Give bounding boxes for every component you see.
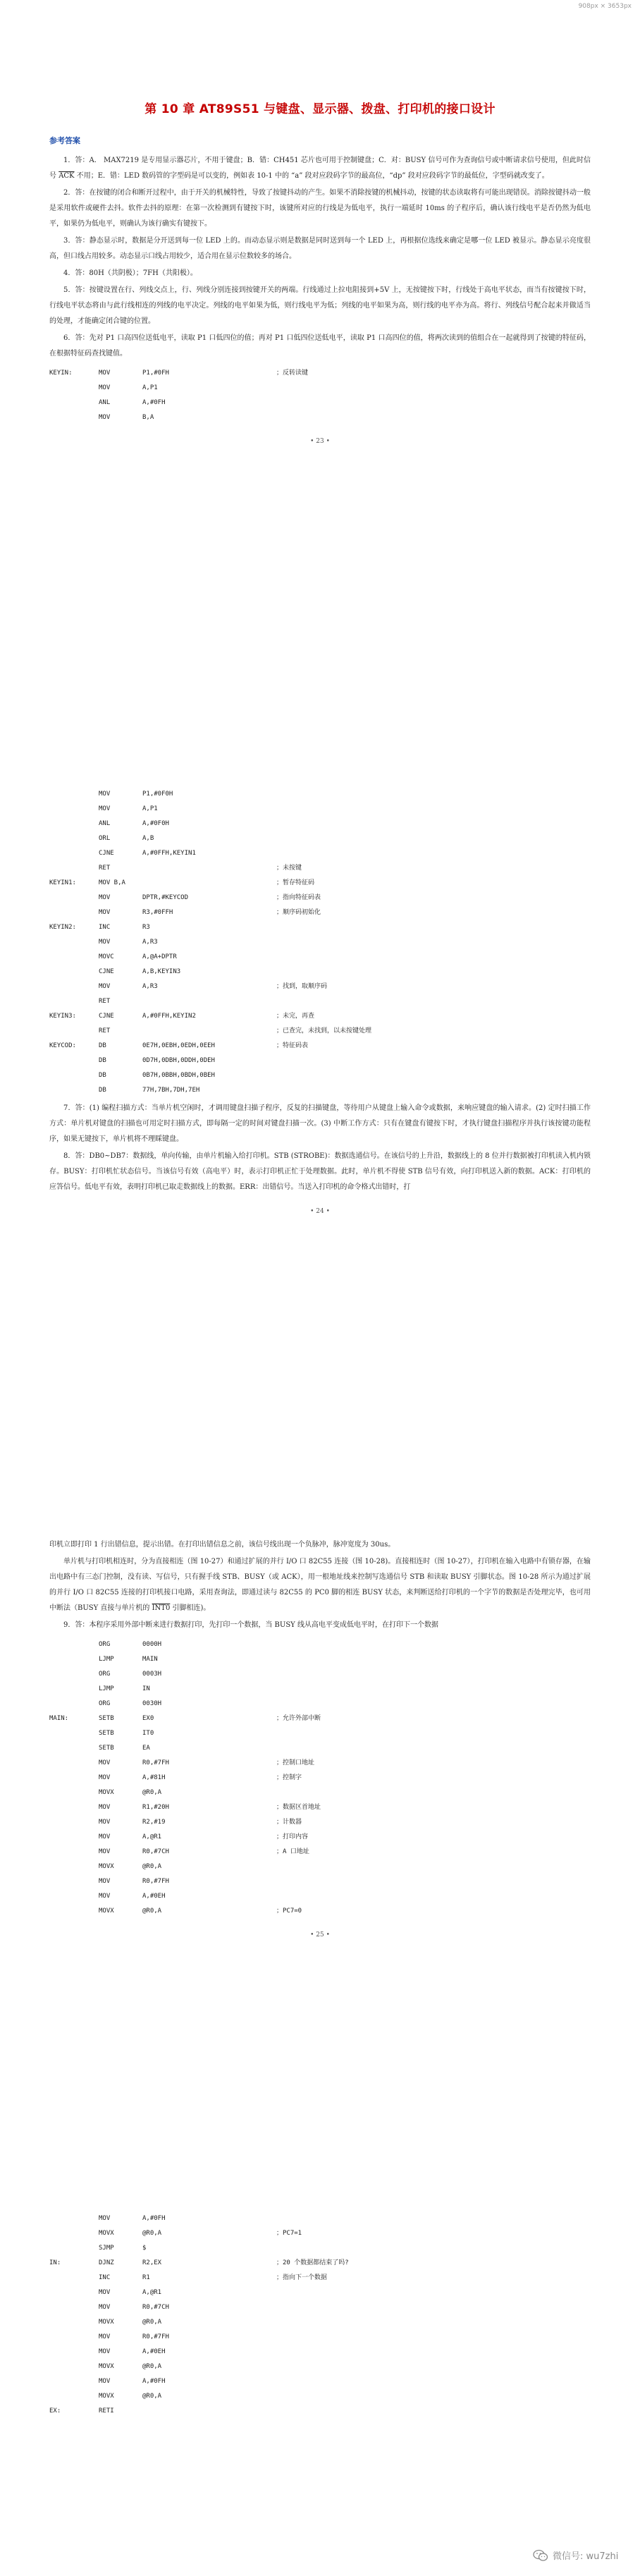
code-line: [49, 2271, 591, 2285]
code-operand: @R0,A: [142, 2393, 162, 2400]
code-opcode: MOVX: [99, 1789, 114, 1796]
code-opcode: DB: [99, 1087, 106, 1094]
code-operand: P1,#0F0H: [142, 790, 173, 798]
code-label: [49, 1054, 99, 1068]
code-opcode: MOVX: [99, 2319, 114, 2326]
code-label: [49, 802, 99, 817]
code-line: [49, 1889, 591, 1904]
code-label: KEYIN:: [49, 370, 73, 377]
code-label: [49, 2330, 99, 2345]
code-label: [49, 2360, 99, 2374]
code-label: [49, 861, 99, 876]
code-opcode: SETB: [99, 1715, 114, 1722]
code-operand: A,@R1: [142, 2289, 162, 2296]
code-line: [49, 2404, 591, 2419]
code-operand: [142, 994, 276, 1009]
code-label: [49, 381, 99, 396]
code-line: [49, 2211, 591, 2226]
code-line: [49, 1667, 591, 1682]
code-line: [49, 2315, 591, 2330]
code-opcode: MOVX: [99, 2230, 114, 2237]
code-operand: IT0: [142, 1730, 154, 1737]
code-opcode: MOV: [99, 370, 111, 377]
code-label: [49, 1830, 99, 1845]
code-operand: R0,#7FH: [142, 2333, 169, 2340]
code-operand: A,#0FFH,KEYIN1: [142, 850, 196, 857]
code-label: MAIN:: [49, 1715, 69, 1722]
page-number: • 24 •: [310, 1208, 330, 1215]
code-line: [49, 950, 591, 965]
code-comment: ；反转读键: [276, 370, 309, 377]
answer-paragraph: 5．答：按键设置在行、列线交点上，行、列线分别连接到按键开关的两端。行线通过上拉电阻接到+5V 上，无按键按下时，行线处于高电平状态，而当有按键按下时，行线电平状态将由与此行线相连的列线的电平决定。列线的电平如果为低，则行线电平为低；列线的电平如果为高，则行线的电平亦为高。将行、列线信号配合起来并做适当的处理，才能确定闭合键的位置。: [49, 286, 591, 325]
code-label: [49, 950, 99, 965]
answer-paragraph: 1．答：A． MAX7219 是专用显示器芯片，不用于键盘；B．错：CH451 芯片也可用于控制键盘；C．对：BUSY 信号可作为查询信号或中断请求信号使用，但此时信号 $\overline{ACK}$ 不用；E．错：LED 数码管的字型码是可以变的，例如表 10-1 中的 “a” 段对应段码字节的最高位，“dp” 段对应段码字节的最低位，字型码就改变了。: [49, 157, 591, 180]
code-label: [49, 787, 99, 802]
code-label: IN:: [49, 2259, 61, 2266]
code-line: [49, 2226, 591, 2241]
code-opcode: MOVC: [99, 953, 114, 960]
code-opcode: MOV: [99, 909, 111, 916]
code-line: [49, 817, 591, 831]
code-opcode: MOV: [99, 1804, 111, 1811]
code-label: [49, 1904, 99, 1919]
code-opcode: ORG: [99, 1671, 111, 1678]
answer-paragraph: 2．答：在按键的闭合和断开过程中，由于开关的机械特性，导致了按键抖动的产生。如果不消除按键的机械抖动，按键的状态读取将有可能出现错误。消除按键抖动一般是采用软件或硬件去抖。软件去抖的原理：在第一次检测到有键按下时，该键所对应的行线是为低电平，执行一端延时 10ms 的子程序后，确认该行线电平是否仍然为低电平，如果仍为低电平，则确认为该行确实有键按下。: [49, 189, 591, 228]
code-opcode: DJNZ: [99, 2259, 114, 2266]
code-line: [49, 1845, 591, 1860]
code-line: [49, 905, 591, 920]
code-opcode: MOVX: [99, 2363, 114, 2370]
code-operand: MAIN: [142, 1656, 158, 1663]
code-line: [49, 1741, 591, 1756]
code-operand: A,P1: [142, 805, 158, 812]
code-operand: R3,#0FFH: [142, 909, 173, 916]
code-line: [49, 1682, 591, 1697]
code-label: [49, 831, 99, 846]
answer-paragraph: 4．答：80H（共阴极）；7FH（共阳极）。: [63, 269, 197, 277]
code-line: [49, 2389, 591, 2404]
code-label: [49, 1697, 99, 1711]
code-opcode: SETB: [99, 1745, 114, 1752]
code-label: EX:: [49, 2407, 61, 2415]
code-line: [49, 802, 591, 817]
code-operand: R3: [142, 924, 150, 931]
code-label: [49, 979, 99, 994]
code-line: [49, 366, 591, 381]
code-label: [49, 1667, 99, 1682]
code-line: [49, 1637, 591, 1652]
code-opcode: RET: [99, 998, 111, 1005]
code-operand: A,#0FH: [142, 2215, 166, 2222]
code-listing: [49, 787, 591, 1098]
code-label: [49, 1860, 99, 1874]
code-label: [49, 1682, 99, 1697]
code-operand: A,B,KEYIN3: [142, 968, 181, 975]
code-opcode: MOVX: [99, 1863, 114, 1870]
code-line: [49, 1830, 591, 1845]
code-opcode: RETI: [99, 2407, 114, 2415]
code-operand: [142, 861, 276, 876]
answer-paragraph: 3．答：静态显示时，数据是分开送到每一位 LED 上的。而动态显示则是数据是同时送到每一个 LED 上，再根据位选线来确定是哪一位 LED 被显示。静态显示亮度很高，但口线占用较多。动态显示口线占用较少，适合用在显示位数较多的场合。: [49, 237, 591, 260]
code-opcode: ORG: [99, 1641, 111, 1648]
code-operand: A,R3: [142, 983, 158, 990]
code-opcode: ANL: [99, 820, 111, 827]
code-label: [49, 1771, 99, 1786]
section-heading: 参考答案: [49, 136, 80, 145]
code-label: [49, 1726, 99, 1741]
code-operand: 0B7H,0BBH,0BDH,0BEH: [142, 1072, 215, 1079]
page-number: • 23 •: [310, 438, 330, 445]
code-comment: ；已查完，未找到，以未按键处理: [276, 1027, 372, 1034]
code-operand: 0E7H,0EBH,0EDH,0EEH: [142, 1042, 215, 1049]
code-opcode: MOV: [99, 1878, 111, 1885]
code-operand: A,#81H: [142, 1774, 166, 1781]
code-opcode: RET: [99, 1027, 111, 1034]
code-opcode: MOV B,A: [99, 879, 125, 886]
code-label: [49, 965, 99, 979]
code-line: [49, 1711, 591, 1726]
code-line: [49, 935, 591, 950]
code-listing: [49, 366, 591, 425]
code-comment: ；找到，取顺序码: [276, 983, 328, 990]
code-label: [49, 1652, 99, 1667]
code-label: [49, 1815, 99, 1830]
code-line: [49, 2330, 591, 2345]
code-opcode: CJNE: [99, 968, 114, 975]
code-operand: A,#0FFH,KEYIN2: [142, 1013, 196, 1020]
code-operand: EX0: [142, 1715, 154, 1722]
code-comment: ；指向特征码表: [276, 894, 321, 901]
watermark-text: 微信号: wu7zhi: [553, 2551, 619, 2562]
code-operand: $: [142, 2245, 147, 2252]
code-comment: ；特征码表: [276, 1042, 309, 1049]
code-operand: A,#0EH: [142, 2348, 166, 2355]
code-label: [49, 2315, 99, 2330]
code-operand: R0,#7CH: [142, 2304, 169, 2311]
code-line: [49, 410, 591, 425]
code-comment: ；打印内容: [276, 1833, 309, 1841]
answer-paragraph: 7．答：(1) 编程扫描方式：当单片机空闲时，才调用键盘扫描子程序，反复的扫描键盘，等待用户从键盘上输入命令或数据，来响应键盘的输入请求。(2) 定时扫描工作方式：单片机对键盘的扫描也可用定时扫描方式，即每隔一定的时间对键盘扫描一次。(3) 中断工作方式：只有在键盘有键按下时，才执行键盘扫描程序并执行该按键功能程序，如果无键按下，单片机将不理睬键盘。: [49, 1104, 591, 1143]
answer-paragraph: 单片机与打印机相连时，分为直接相连（图 10-27）和通过扩展的并行 I/O 口 82C55 连接（图 10-28)。直接相连时（图 10-27），打印机在输入电路中有锁存器，在输出电路中有三态门控制，没有读、写信号，只有握手线 STB、BUSY（或 ACK），用一根地址线来控制写选通信号 STB 和读取 BUSY 引脚状态。图 10-28 所示为通过扩展的并行 I/O 口 82C55 连接的打印机接口电路，采用查询法，即通过读与 82C55 的 PC0 脚的相连 BUSY 状态，来判断送给打印机的一个字节的数据是否处理完毕，也可用中断法（BUSY 直接与单片机的 INT0 引脚相连)。: [49, 1558, 591, 1612]
code-label: [49, 1889, 99, 1904]
code-label: [49, 2226, 99, 2241]
code-opcode: SJMP: [99, 2245, 114, 2252]
code-opcode: MOV: [99, 384, 111, 391]
code-label: [49, 2389, 99, 2404]
code-comment: ；A 口地址: [276, 1848, 309, 1855]
code-operand: @R0,A: [142, 1789, 162, 1796]
code-opcode: ORG: [99, 1700, 111, 1707]
code-operand: R2,EX: [142, 2259, 162, 2266]
code-comment: ；控制口地址: [276, 1759, 315, 1766]
code-line: [49, 1771, 591, 1786]
code-opcode: MOV: [99, 805, 111, 812]
code-operand: R0,#7CH: [142, 1848, 169, 1855]
code-label: [49, 2285, 99, 2300]
code-opcode: MOV: [99, 1774, 111, 1781]
code-label: [49, 817, 99, 831]
answers-block: [49, 153, 591, 362]
code-line: [49, 1652, 591, 1667]
page-26: [49, 2207, 591, 2422]
code-opcode: MOV: [99, 2348, 111, 2355]
code-opcode: MOV: [99, 2333, 111, 2340]
code-operand: 0D7H,0DBH,0DDH,0DEH: [142, 1057, 215, 1064]
code-line: [49, 1756, 591, 1771]
dimension-label: 908px × 3653px: [578, 3, 632, 10]
code-line: [49, 1815, 591, 1830]
code-label: [49, 905, 99, 920]
code-line: [49, 2256, 591, 2271]
code-operand: @R0,A: [142, 2230, 162, 2237]
code-label: [49, 891, 99, 905]
page-24: [49, 783, 591, 1215]
code-operand: A,@A+DPTR: [142, 953, 177, 960]
code-line: [49, 965, 591, 979]
code-opcode: MOV: [99, 2378, 111, 2385]
code-opcode: INC: [99, 2274, 111, 2281]
code-opcode: MOV: [99, 414, 111, 421]
code-operand: B,A: [142, 414, 154, 421]
code-comment: ；数据区首地址: [276, 1804, 321, 1811]
code-line: [49, 1726, 591, 1741]
code-comment: ；PC7=0: [276, 1907, 302, 1915]
code-label: KEYIN2:: [49, 924, 76, 931]
code-operand: @R0,A: [142, 2319, 162, 2326]
code-line: [49, 1054, 591, 1068]
code-line: [49, 920, 591, 935]
code-opcode: MOV: [99, 2289, 111, 2296]
code-operand: R1: [142, 2274, 150, 2281]
code-line: [49, 1083, 591, 1098]
code-line: [49, 2374, 591, 2389]
code-opcode: DB: [99, 1042, 106, 1049]
code-line: [49, 2285, 591, 2300]
code-line: [49, 846, 591, 861]
code-label: [49, 2300, 99, 2315]
code-operand: R0,#7FH: [142, 1759, 169, 1766]
code-label: [49, 1741, 99, 1756]
answer-paragraph: 6．答：先对 P1 口高四位送低电平，读取 P1 口低四位的值；再对 P1 口低四位送低电平，读取 P1 口高四位的值，将两次读到的值组合在一起就得到了按键的特征码，在根据特征码查找键值。: [49, 334, 591, 358]
code-opcode: DB: [99, 1072, 106, 1079]
code-opcode: MOV: [99, 894, 111, 901]
code-comment: ；顺序码初始化: [276, 909, 321, 916]
code-label: [49, 994, 99, 1009]
code-opcode: INC: [99, 924, 111, 931]
code-operand: 77H,7BH,7DH,7EH: [142, 1087, 200, 1094]
code-label: [49, 1756, 99, 1771]
code-opcode: MOV: [99, 2304, 111, 2311]
code-line: [49, 1068, 591, 1083]
code-opcode: MOV: [99, 1848, 111, 1855]
code-line: [49, 1800, 591, 1815]
code-opcode: SETB: [99, 1730, 114, 1737]
code-operand: A,@R1: [142, 1833, 162, 1841]
code-label: [49, 1874, 99, 1889]
code-opcode: MOV: [99, 1833, 111, 1841]
code-operand: 0030H: [142, 1700, 162, 1707]
code-operand: IN: [142, 1685, 150, 1692]
code-line: [49, 1009, 591, 1024]
watermark: [533, 2548, 618, 2562]
code-listing: [49, 2211, 591, 2419]
answers-block: [49, 1537, 591, 1633]
code-label: [49, 935, 99, 950]
code-line: [49, 876, 591, 891]
code-line: [49, 1039, 591, 1054]
code-label: [49, 1800, 99, 1815]
code-line: [49, 861, 591, 876]
code-operand: R0,#7FH: [142, 1878, 169, 1885]
wechat-icon: [533, 2549, 548, 2562]
code-comment: ；未按键: [276, 865, 302, 872]
code-opcode: RET: [99, 865, 111, 872]
code-opcode: MOV: [99, 790, 111, 798]
code-operand: [142, 876, 276, 891]
code-comment: ；PC7=1: [276, 2230, 302, 2237]
code-opcode: LJMP: [99, 1685, 114, 1692]
code-operand: R2,#19: [142, 1819, 166, 1826]
code-opcode: MOVX: [99, 2393, 114, 2400]
code-opcode: CJNE: [99, 1013, 114, 1020]
code-operand: [142, 2404, 276, 2419]
page-number: • 25 •: [310, 1931, 330, 1939]
code-label: KEYIN3:: [49, 1013, 76, 1020]
code-listing: [49, 1637, 591, 1919]
code-opcode: ORL: [99, 835, 111, 842]
code-operand: A,#0F0H: [142, 820, 169, 827]
code-operand: @R0,A: [142, 1863, 162, 1870]
code-operand: A,#0FH: [142, 2378, 166, 2385]
code-opcode: MOV: [99, 1819, 111, 1826]
answers-block: [49, 1101, 591, 1195]
code-label: [49, 2211, 99, 2226]
code-opcode: MOV: [99, 983, 111, 990]
code-label: [49, 410, 99, 425]
code-operand: EA: [142, 1745, 150, 1752]
code-line: [49, 396, 591, 410]
code-opcode: MOVX: [99, 1907, 114, 1915]
code-label: [49, 1068, 99, 1083]
code-comment: ；未完，再查: [276, 1013, 315, 1020]
code-operand: @R0,A: [142, 1907, 162, 1915]
code-comment: ；允许外部中断: [276, 1715, 321, 1722]
code-comment: ；计数器: [276, 1819, 302, 1826]
code-line: [49, 1786, 591, 1800]
code-operand: A,P1: [142, 384, 158, 391]
code-comment: ；控制字: [276, 1774, 302, 1781]
code-label: KEYIN1:: [49, 879, 76, 886]
code-operand: 0000H: [142, 1641, 162, 1648]
code-label: [49, 396, 99, 410]
code-operand: @R0,A: [142, 2363, 162, 2370]
code-label: [49, 1637, 99, 1652]
code-line: [49, 1874, 591, 1889]
page-25: [49, 1537, 591, 1939]
code-operand: [142, 1024, 276, 1039]
code-opcode: MOV: [99, 1759, 111, 1766]
answer-paragraph: 9．答：本程序采用外部中断来进行数据打印，先打印一个数据，当 BUSY 线从高电平变成低电平时，在打印下一个数据: [63, 1621, 438, 1629]
code-opcode: LJMP: [99, 1656, 114, 1663]
code-label: [49, 1845, 99, 1860]
code-opcode: MOV: [99, 2215, 111, 2222]
code-operand: A,#0EH: [142, 1893, 166, 1900]
page-23: [49, 71, 591, 445]
code-label: [49, 2271, 99, 2285]
code-operand: P1,#0FH: [142, 370, 169, 377]
code-line: [49, 891, 591, 905]
code-label: [49, 2345, 99, 2360]
code-opcode: ANL: [99, 399, 111, 406]
code-opcode: MOV: [99, 1893, 111, 1900]
code-opcode: CJNE: [99, 850, 114, 857]
code-line: [49, 979, 591, 994]
code-opcode: MOV: [99, 939, 111, 946]
answer-paragraph: 8．答：DB0~DB7：数据线，单向传输，由单片机输入给打印机。STB (STROBE)：数据选通信号。在该信号的上升沿，数据线上的 8 位并行数据被打印机读入机内锁存。BUSY：打印机忙状态信号。当该信号有效（高电平）时，表示打印机正忙于处理数据。此时，单片机不得使 STB 信号有效，向打印机送入新的数据。ACK：打印机的应答信号。低电平有效，表明打印机已取走数据线上的数据。ERR：出错信号。当送入打印机的命令格式出错时，打: [49, 1152, 591, 1191]
code-operand: DPTR,#KEYCOD: [142, 894, 189, 901]
code-line: [49, 2345, 591, 2360]
code-line: [49, 2241, 591, 2256]
code-line: [49, 994, 591, 1009]
code-label: [49, 1786, 99, 1800]
answer-paragraph: 印机立即打印 1 行出错信息，提示出错。在打印出错信息之前，该信号线出现一个负脉冲，脉冲宽度为 30us。: [49, 1541, 395, 1549]
code-label: [49, 2374, 99, 2389]
code-operand: A,#0FH: [142, 399, 166, 406]
code-comment: ；20 个数据都结束了吗?: [276, 2259, 349, 2266]
code-operand: A,R3: [142, 939, 158, 946]
code-opcode: DB: [99, 1057, 106, 1064]
code-line: [49, 1024, 591, 1039]
code-label: [49, 1024, 99, 1039]
code-line: [49, 1860, 591, 1874]
code-comment: ；暂存特征码: [276, 879, 315, 886]
code-label: [49, 846, 99, 861]
code-label: [49, 2241, 99, 2256]
code-line: [49, 2360, 591, 2374]
code-line: [49, 787, 591, 802]
code-operand: A,B: [142, 835, 154, 842]
code-operand: R1,#20H: [142, 1804, 169, 1811]
code-label: [49, 1083, 99, 1098]
code-line: [49, 831, 591, 846]
code-label: KEYCOD:: [49, 1042, 76, 1049]
chapter-title: 第 10 章 AT89S51 与键盘、显示器、拨盘、打印机的接口设计: [144, 102, 496, 116]
code-line: [49, 2300, 591, 2315]
code-line: [49, 1904, 591, 1919]
code-comment: ；指向下一个数据: [276, 2274, 328, 2281]
code-operand: 0003H: [142, 1671, 162, 1678]
code-line: [49, 381, 591, 396]
code-line: [49, 1697, 591, 1711]
